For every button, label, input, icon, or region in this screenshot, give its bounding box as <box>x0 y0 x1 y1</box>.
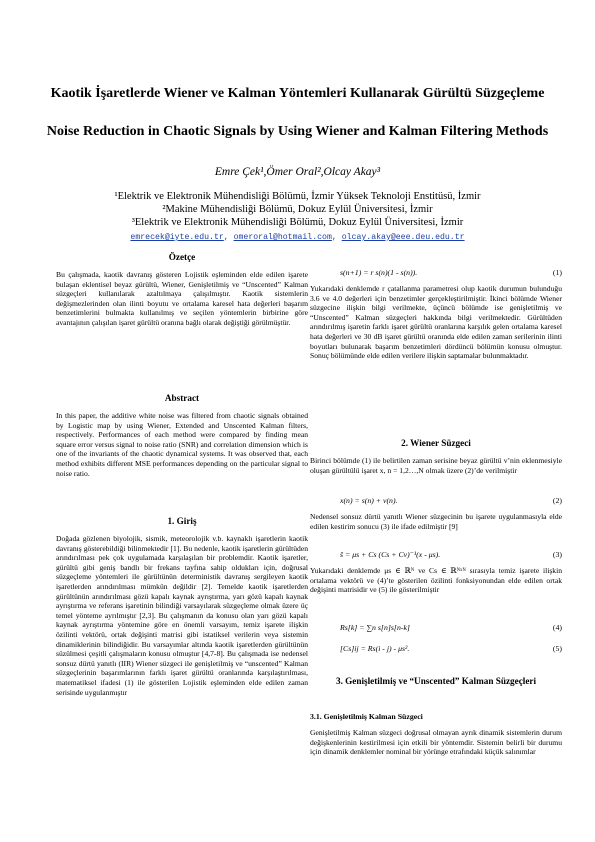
equation-5-number: (5) <box>552 644 562 653</box>
section-1-heading: 1. Giriş <box>167 516 197 526</box>
equation-4 <box>310 623 562 633</box>
section-1-text: Doğada gözlenen biyolojik, sismik, meteorolojik v.b. kaynaklı işaretlerin kaotik davranış gösterebildiği bilinmektedir [1]. Bu nedenle, kaotik işaretlerin gürültüden arındırılması pek çok uygulamada karşılaşılan bir problemdir. Kaotik işaretler, gürültü gibi geniş bandlı bir frekans tayfına sahip oldukları için, doğrusal süzgeçleme yöntemleri ile gürültünün deterministik davranış sergileyen kaotik işaretlerden arındırılması mümkün değildir [2]. Temelde kaotik işaretlerden gürültünün arındırılması gözü kapalı kaynak ayrıştırma, yarı gözü kapalı kaynak ayrıştırma ve referans işaretinin bilindiği varsayılarak süzgeçleme olmak üzere üç temel yönteme ayrılmıştır [2,3]. Bu çalışmanın da konusu olan yarı gözü kapalı kaynak ayrıştırma yöntemine göre en önemli varsayım, temiz işarete ilişkin özilinti vektörü, ortak değişinti matrisi gibi istatiksel verilerin veya sistemin dinamiklerinin bilindiğidir. Bu varsayımlar altında kaotik işaretlerden gürültünün süzülmesi çeşitli çalışmaların konusu olmuştur [4,7-8]. Bu çalışmada ise nedensel sonsuz dürtü yanıtlı (IIR) Wiener süzgeci ile genişletilmiş ve “unscented” Kalman süzgeçlerinin başarımlarının farklı işaret gürültü oranlarında karşılaştırılması, matematiksel ifadesi (1) ile gösterilen Lojistik eşleminden elde edilen zaman serisinde uygulanmıştır <box>56 534 308 697</box>
section-2-text-2: Nedensel sonsuz dürtü yanıtlı Wiener süzgecinin bu işarete uygulanmasıyla elde edilen kestirim sonucu (3) ile ifade edilmiştir [9] <box>310 512 562 531</box>
equation-1 <box>310 268 562 278</box>
equation-2-number: (2) <box>552 496 562 505</box>
equation-5-body: [Cs]ij = Rs(i - j) - μs². <box>340 644 410 653</box>
equation-1-number: (1) <box>552 268 562 277</box>
affiliation-3: ³Elektrik ve Elektronik Mühendisliği Bölümü, Dokuz Eylül Üniversitesi, İzmir <box>131 217 464 228</box>
email-link-2[interactable]: omeroral@hotmail.com <box>233 233 332 242</box>
affiliation-1: ¹Elektrik ve Elektronik Mühendisliği Bölümü, İzmir Yüksek Teknoloji Enstitüsü, İzmir <box>114 191 481 202</box>
intro-continuation-text: Yukarıdaki denklemde r çatallanma parametresi olup kaotik durumun bulunduğu 3.6 ve 4.0 değerleri için benzetimler gerçekleştirilmiştir. İkinci bölümde Wiener süzgecine ilişkin bilgi verilmekte, üçüncü bölümde ise genişletilmiş ve “Unscented” Kalman süzgeçleri hakkında bilgi verilmektedir. Gürültüden arındırılmış işaretin farklı işaret gürültü oranlarına karşılık gelen ortalama karesel hata değerleri ve 30 dB işaret gürültü oranında elde edilen zaman serilerinin ilinti boyutları bulunarak başarım benzetimleri dördüncü bölümün konusu olmuştur. Sonuç bölümünde elde edilen verilere ilişkin saptamalar bulunmaktadır. <box>310 284 562 361</box>
section-2-text-3: Yukarıdaki denklemde μs ∈ ℝᴺ ve Cs ∈ ℝᴺˣᴺ sırasıyla temiz işarete ilişkin ortalama vektörü ve (4)’te gösterilen özilinti fonksiyonundan elde edilen ortak değişinti matrisidir ve (5) ile gösterilmiştir <box>310 566 562 595</box>
affiliation-2: ²Makine Mühendisliği Bölümü, Dokuz Eylül Üniversitesi, İzmir <box>162 204 433 215</box>
ozetce-text: Bu çalışmada, kaotik davranış gösteren Lojistik eşleminden elde edilen işarete bulaşan eklentisel beyaz gürültü, Wiener, Genişletilmiş ve “Unscented” Kalman süzgeçleri kullanılarak azaltılmaya çalışılmıştır. Kaotik sistemlerin değişmezlerinden olan ilinti boyutu ve ortalama karesel hata değerleri başarım benzetimlerini bulmakta kullanılmış ve seçilen yöntemlerin birbirine göre avantajının çalışılan işaret gürültü oranına bağlı olarak değiştiği görülmüştür. <box>56 270 308 327</box>
section-3-heading: 3. Genişletilmiş ve “Unscented” Kalman Süzgeçleri <box>335 676 537 686</box>
equation-4-body: Rs[k] = ∑n s[n]s[n-k] <box>340 623 410 632</box>
ozetce-heading: Özetçe <box>168 252 196 262</box>
section-2-heading: 2. Wiener Süzgeci <box>401 438 471 448</box>
affiliations <box>40 190 555 229</box>
section-2-text-1: Birinci bölümde (1) ile belirtilen zaman serisine beyaz gürültü v’nin eklenmesiyle oluşan gürültülü işaret x, n = 1,2…,N olmak üzere (2)’de verilmiştir <box>310 456 562 475</box>
title-turkish: Kaotik İşaretlerde Wiener ve Kalman Yöntemleri Kullanarak Gürültü Süzgeçleme <box>50 86 545 101</box>
equation-5 <box>310 644 562 654</box>
equation-1-body: s(n+1) = r s(n)(1 - s(n)). <box>340 268 418 277</box>
title-english: Noise Reduction in Chaotic Signals by Using Wiener and Kalman Filtering Methods <box>46 124 549 139</box>
email-list: emrecek@iyte.edu.tr, omeroral@hotmail.com, olcay.akay@eee.deu.edu.tr <box>130 233 465 242</box>
email-link-3[interactable]: olcay.akay@eee.deu.edu.tr <box>341 233 465 242</box>
email-link-1[interactable]: emrecek@iyte.edu.tr <box>130 233 224 242</box>
equation-2-body: x(n) = s(n) + v(n). <box>340 496 398 505</box>
equation-4-number: (4) <box>552 623 562 632</box>
equation-3-number: (3) <box>552 550 562 559</box>
abstract-text: In this paper, the additive white noise was filtered from chaotic signals obtained by Logistic map by using Wiener, Extended and Unscented Kalman filters, respectively. Performances of each method were compared by finding mean square error versus signal to noise ratio (SNR) and correlation dimension which is one of the invariants of the chaotic dynamical systems. It was observed that, each method exhibits different MSE performances depending on the particular signal to noise ratio. <box>56 411 308 478</box>
equation-2 <box>310 496 562 506</box>
authors: Emre Çek¹,Ömer Oral²,Olcay Akay³ <box>214 166 381 178</box>
equation-3 <box>310 550 562 560</box>
subsection-3-1-text: Genişletilmiş Kalman süzgeci doğrusal olmayan ayrık dinamik sistemlerin durum değişkenlerinin kestirilmesi için etkili bir yöntemdir. Sistemin belirli bir durumu için dinamik denklemler nominal bir yörünge etrafındaki küçük salınımlar <box>310 728 562 757</box>
subsection-3-1-heading: 3.1. Genişletilmiş Kalman Süzgeci <box>310 712 423 721</box>
equation-3-body: ŝ = μs + Cs (Cs + Cv)⁻¹(x - μs). <box>340 550 441 559</box>
abstract-heading: Abstract <box>164 393 200 403</box>
